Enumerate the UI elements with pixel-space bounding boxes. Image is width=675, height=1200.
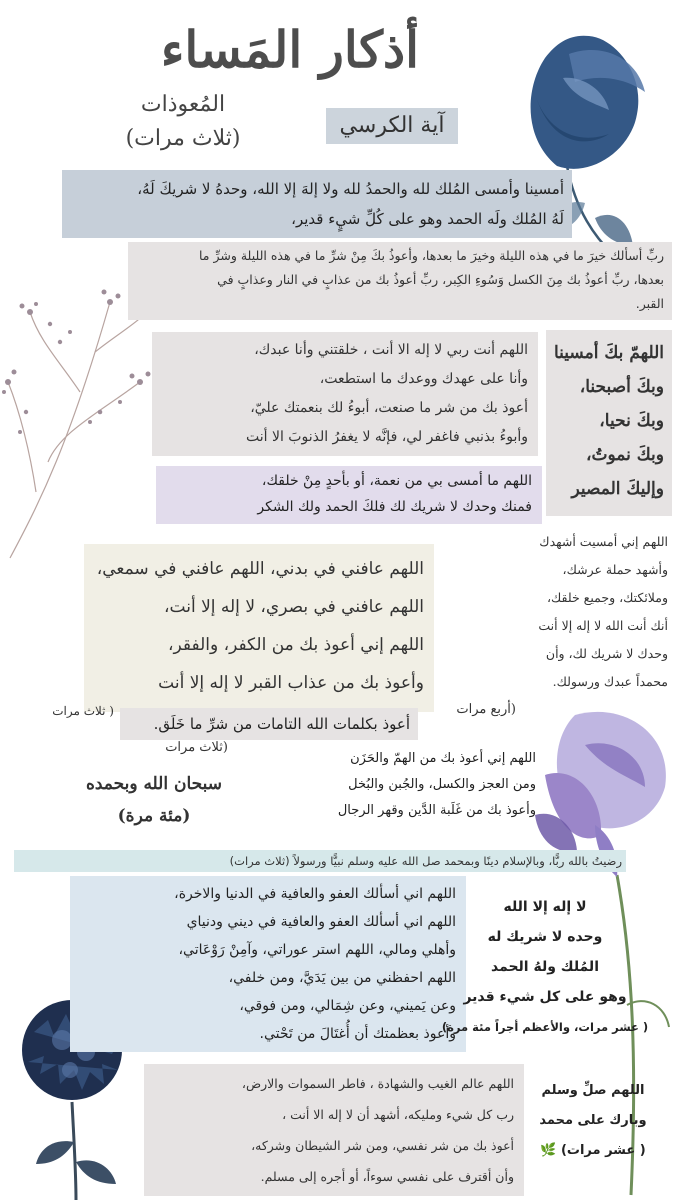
tahlil-line-3: المُلك ولهُ الحمد (490, 959, 599, 975)
amsaytu-line-1: اللهم إني أمسيت أشهدك (539, 534, 668, 549)
subhan-line-1: سبحان الله وبحمده (85, 774, 223, 794)
ma-amsa-block (156, 466, 542, 524)
afw-block (70, 876, 466, 1052)
afini-line-2: اللهم عافني في بصري، لا إله إلا أنت، (164, 597, 424, 617)
muawwidhat-label (108, 88, 258, 156)
afini-count: ( ثلاث مرات (52, 704, 114, 718)
amsaytu-line-5: وحدك لا شريك لك، وأن (545, 646, 668, 661)
ma-amsa-line-2: فمنك وحدك لا شريك لك فلكَ الحمد ولك الشكر (257, 499, 532, 515)
alim-ghayb-block (144, 1064, 524, 1196)
kalimat-block (120, 708, 418, 740)
subhan-line-2: (مئة مرة) (117, 806, 191, 826)
amsaytu-count: (أربع مرات (456, 702, 516, 717)
rabbi-asaluka-block (128, 242, 672, 320)
sayyid-istighfar-block (152, 332, 538, 456)
leaf-emoji-icon: 🌿 (540, 1143, 557, 1158)
tahlil-line-1: لا إله إلا الله (503, 899, 587, 915)
tahlil-line-5: ( عشر مرات، والأعظم أجراً مئة مرة) (441, 1020, 649, 1034)
rabbi-asaluka-line-1: ربِّ أسألك خيرَ ما في هذه الليلة وخيرَ ما بعدها، وأعوذُ بكَ مِنْ شرِّ ما في هذه الليلة وشرِّ ما (199, 248, 664, 263)
salat-count: ( عشر مرات) (560, 1143, 646, 1158)
afw-line-6: وأعوذ بعظمتك أن أُغتَالَ من تَحْتي. (259, 1026, 456, 1042)
salat-line-2: وبارك على محمد (539, 1113, 647, 1128)
afw-line-4: اللهم احفظني من بين يَدَيَّ، ومن خلفي، (228, 970, 456, 986)
istighfar-line-3: أعوذ بك من شر ما صنعت، أبوءُ لك بنعمتك عليّ، (250, 400, 528, 416)
rabbi-asaluka-line-3: القبر. (635, 296, 664, 311)
tahlil-block (428, 890, 662, 1048)
afini-line-1: اللهم عافني في بدني، اللهم عافني في سمعي، (96, 559, 424, 579)
salat-line-3 (522, 1136, 664, 1166)
amsayna-line-2: لَهُ المُلك ولَه الحمد وهو على كُلِّ شيٍء قدير، (291, 210, 564, 228)
bika-line-5: وإليكَ المصير (571, 479, 664, 499)
ayat-kursi-text: آية الكرسي (339, 113, 445, 138)
bika-line-2: وبكَ أصبحنا، (579, 377, 664, 397)
afini-block (84, 544, 434, 712)
alim-line-2: رب كل شيء ومليكه، أشهد أن لا إله الا أنت ، (282, 1107, 514, 1122)
ayat-kursi-label (326, 108, 458, 144)
hamm-line-1: اللهم إني أعوذ بك من الهمّ والحَزَن (350, 751, 536, 766)
alim-line-4: وأن أقترف على نفسي سوءاً، أو أجره إلى مسلم. (260, 1169, 514, 1184)
alim-line-1: اللهم عالم الغيب والشهادة ، فاطر السموات والارض، (241, 1076, 514, 1091)
kalimat-text: أعوذ بكلمات الله التامات من شرِّ ما خَلَق. (153, 715, 410, 733)
raditu-text: رضيتُ بالله ربًّا، وبالإسلام دينًا وبمحمد صل الله عليه وسلم نبيًّا ورسولاً (ثلاث مرات) (229, 854, 622, 868)
istighfar-line-1: اللهم أنت ربي لا إله الا أنت ، خلقتني وأنا عبدك، (254, 342, 528, 358)
amsaytu-line-6: محمداً عبدك ورسولك. (552, 674, 668, 689)
rabbi-asaluka-line-2: بعدها، ربِّ أعوذُ بك مِنَ الكسل وَسُوءِ الكِبر، ربِّ أعوذُ بك من عذابٍ في النار وعذابٍ في (217, 272, 664, 287)
afw-line-5: وعن يَميني، وعن شِمَالي، ومن فوقي، (239, 998, 456, 1014)
bika-line-4: وبكَ نموتُ، (585, 445, 664, 465)
kalimat-count: (ثلاث مرات (165, 740, 228, 755)
hamm-line-3: وأعوذ بك من غَلَبة الدَّين وقهر الرجال (337, 803, 536, 818)
afw-line-1: اللهم اني أسألك العفو والعافية في الدنيا والاخرة، (174, 886, 456, 902)
amsaytu-line-3: وملائكتك، وجميع خلقك، (546, 590, 668, 605)
afw-line-2: اللهم اني أسألك العفو والعافية في ديني ودنياي (186, 914, 456, 930)
bika-line-1: اللهمّ بكَ أمسينا (553, 343, 664, 363)
salat-block (520, 1074, 666, 1174)
afini-line-4: وأعوذ بك من عذاب القبر لا إله إلا أنت (158, 673, 424, 693)
afini-line-3: اللهم إني أعوذ بك من الكفر، والفقر، (168, 635, 424, 655)
allahumma-bika-block (546, 330, 672, 516)
hamm-line-2: ومن العجز والكسل، والجُبن والبُخل (348, 777, 536, 792)
ma-amsa-line-1: اللهم ما أمسى بي من نعمة، أو بأحدٍ مِنْ خلقك، (261, 473, 532, 489)
amsayna-block (62, 170, 572, 238)
page-title: أذكار المَساء (160, 20, 420, 79)
raditu-block (14, 850, 626, 872)
amsayna-line-1: أمسينا وأمسى المُلك لله والحمدُ لله ولا إلهَ إلا الله، وحدهُ لا شريكَ لَهُ، (137, 180, 564, 198)
amsaytu-line-2: وأشهد حملة عرشك، (562, 562, 668, 577)
afw-line-3: وأهلي ومالي، اللهم استر عوراتي، وآمِنْ رَوْعَاتي، (178, 942, 456, 958)
subhan-block (54, 768, 254, 832)
alim-line-3: أعوذ بك من شر نفسي، ومن شر الشيطان وشركه، (251, 1138, 514, 1153)
salat-line-1: اللهم صلِّ وسلم (541, 1083, 645, 1098)
muawwidhat-title: المُعوذات (140, 92, 226, 117)
tahlil-line-4: وهو على كل شيء قدير (463, 989, 627, 1005)
hamm-block (270, 746, 540, 826)
tahlil-line-2: وحده لا شريك له (487, 929, 603, 945)
istighfar-line-2: وأنا على عهدك ووعدك ما استطعت، (319, 371, 528, 387)
amsaytu-line-4: أنك أنت الله لا إله إلا أنت (538, 618, 668, 633)
istighfar-line-4: وأبوءُ بذنبي فاغفر لي، فإنَّه لا يغفرُ الذنوبَ الا أنت (245, 429, 528, 445)
amsaytu-block (484, 524, 674, 700)
bika-line-3: وبكَ نحيا، (599, 411, 664, 431)
muawwidhat-count: (ثلاث مرات) (125, 126, 241, 151)
